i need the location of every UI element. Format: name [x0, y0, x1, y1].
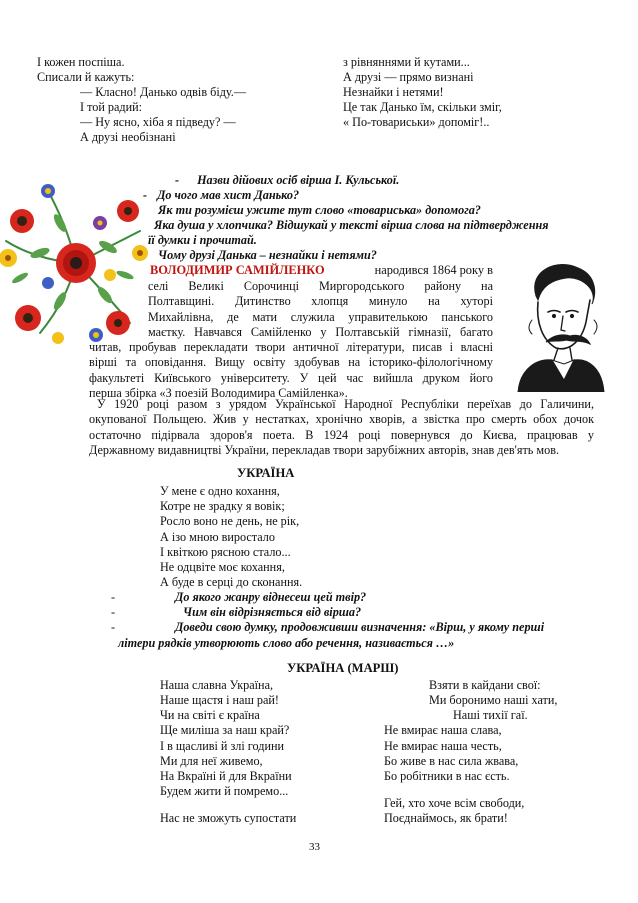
poem-line: Не вмирає наша честь, [384, 739, 502, 753]
portrait-image [508, 260, 606, 392]
poem-line: А буде в серці до сконання. [160, 575, 303, 589]
poem3-title: УКРАЇНА (МАРШ) [287, 661, 399, 675]
bio-paragraph-narrow: селі Великі Сорочинці Миргородського району на Полтавщині. Дитинство хлопця минуло на хуторі Михайлівна, де мати служила управителькою панського маєтку. Навчався Самійленко у Полтавській гімназії, багато [148, 279, 493, 340]
question-4-cont: її думки і прочитай. [148, 233, 257, 247]
poem-line: І в щасливі й злі години [160, 739, 285, 753]
poem-line: Гей, хто хоче всім свободи, [384, 796, 525, 810]
poem-line: Поєднаймось, як брати! [384, 811, 508, 825]
poem-line: Не одцвіте моє кохання, [160, 560, 285, 574]
question-1: - Назви дійових осіб вірша І. Кульської. [175, 173, 400, 187]
poem-line: Бо робітники в нас єсть. [384, 769, 510, 783]
poem-line: Ми боронимо наші хати, [429, 693, 558, 707]
poem-line: Будем жити й помремо... [160, 784, 289, 798]
poem-line: Наша славна Україна, [160, 678, 274, 692]
poem-line: І той радий: [80, 100, 143, 114]
bio-first-line: ВОЛОДИМИР САМІЙЛЕНКО народився 1864 року в [150, 263, 493, 277]
poem-line: І кожен поспіша. [37, 55, 125, 69]
poem-line: А друзі необізнані [80, 130, 176, 144]
poem-line: — Ну ясно, хіба я підведу? — [80, 115, 236, 129]
poem-line: А ізо мною виростало [160, 530, 275, 544]
question-difference: - Чим він відрізняється від вірша? [111, 605, 362, 619]
poem-line: Наші тихії гаї. [453, 708, 528, 722]
poem-line: « По-товариськи» допоміг!.. [343, 115, 490, 129]
poem-line: Це так Данько їм, скільки зміг, [343, 100, 502, 114]
poem-line: Котре не зрадку я вовік; [160, 499, 285, 513]
poem-line: Списали й кажуть: [37, 70, 135, 84]
poem-line: А друзі — прямо визнані [343, 70, 474, 84]
poem2-title: УКРАЇНА [237, 466, 295, 480]
page-number: 33 [309, 841, 320, 853]
author-name: ВОЛОДИМИР САМІЙЛЕНКО [150, 263, 325, 277]
question-definition: - Доведи свою думку, продовживши визначення: «Вірш, у якому перші [111, 620, 545, 634]
poem-line: Незнайки і нетями! [343, 85, 444, 99]
question-5: Чому друзі Данька – незнайки і нетями? [158, 248, 377, 262]
question-2: - До чого мав хист Данько? [143, 188, 300, 202]
poem-line: Ще миліша за наш край? [160, 723, 290, 737]
bio-paragraph-2: У 1920 році разом з урядом Української Народної Республіки переїхав до Галичини, окупованої Польщею. Жив у нестатках, хронічно хворів, а звістка про смерть обох дочок остаточно підірвала здоров'я поета. В 1924 році повернувся до Києва, працював у Державному видавництві України, перекладав твори зарубіжних авторів, знав дев'ять мов. [89, 397, 594, 458]
poem-line: Чи на світі є країна [160, 708, 260, 722]
bio-paragraph-wide: читав, пробував перекладати твори античної літератури, писав і власні вірші та оповідання. Вищу освіту здобував на історико-філологічному факультеті Київського університету. У цей час вийшла друком його перша збірка «З поезій Володимира Самійленка». [89, 340, 493, 401]
question-definition-cont: літери рядків утворюють слово або речення, називається …» [118, 636, 455, 650]
poem-line: з рівняннями й кутами... [343, 55, 470, 69]
question-3: Як ти розумієш ужите тут слово «товариська» допомога? [158, 203, 481, 217]
poem-line: Нас не зможуть супостати [160, 811, 297, 825]
poem-line: Росло воно не день, не рік, [160, 514, 300, 528]
poem-line: Бо живе в нас сила жвава, [384, 754, 519, 768]
poem-line: Не вмирає наша слава, [384, 723, 502, 737]
poem-line: Наше щастя і наш рай! [160, 693, 279, 707]
poem-line: — Класно! Данько одвів біду.— [80, 85, 247, 99]
question-4: Яка душа у хлопчика? Відшукай у тексті вірша слова на підтвердження [154, 218, 549, 232]
poem-line: І квіткою рясною стало... [160, 545, 291, 559]
poem-line: Взяти в кайдани свої: [429, 678, 541, 692]
flower-ornament-image [0, 183, 152, 345]
poem-line: У мене є одно кохання, [160, 484, 280, 498]
question-genre: - До якого жанру віднесеш цей твір? [111, 590, 367, 604]
poem-line: На Вкраїні й для Вкраїни [160, 769, 292, 783]
poem-line: Ми для неї живемо, [160, 754, 263, 768]
